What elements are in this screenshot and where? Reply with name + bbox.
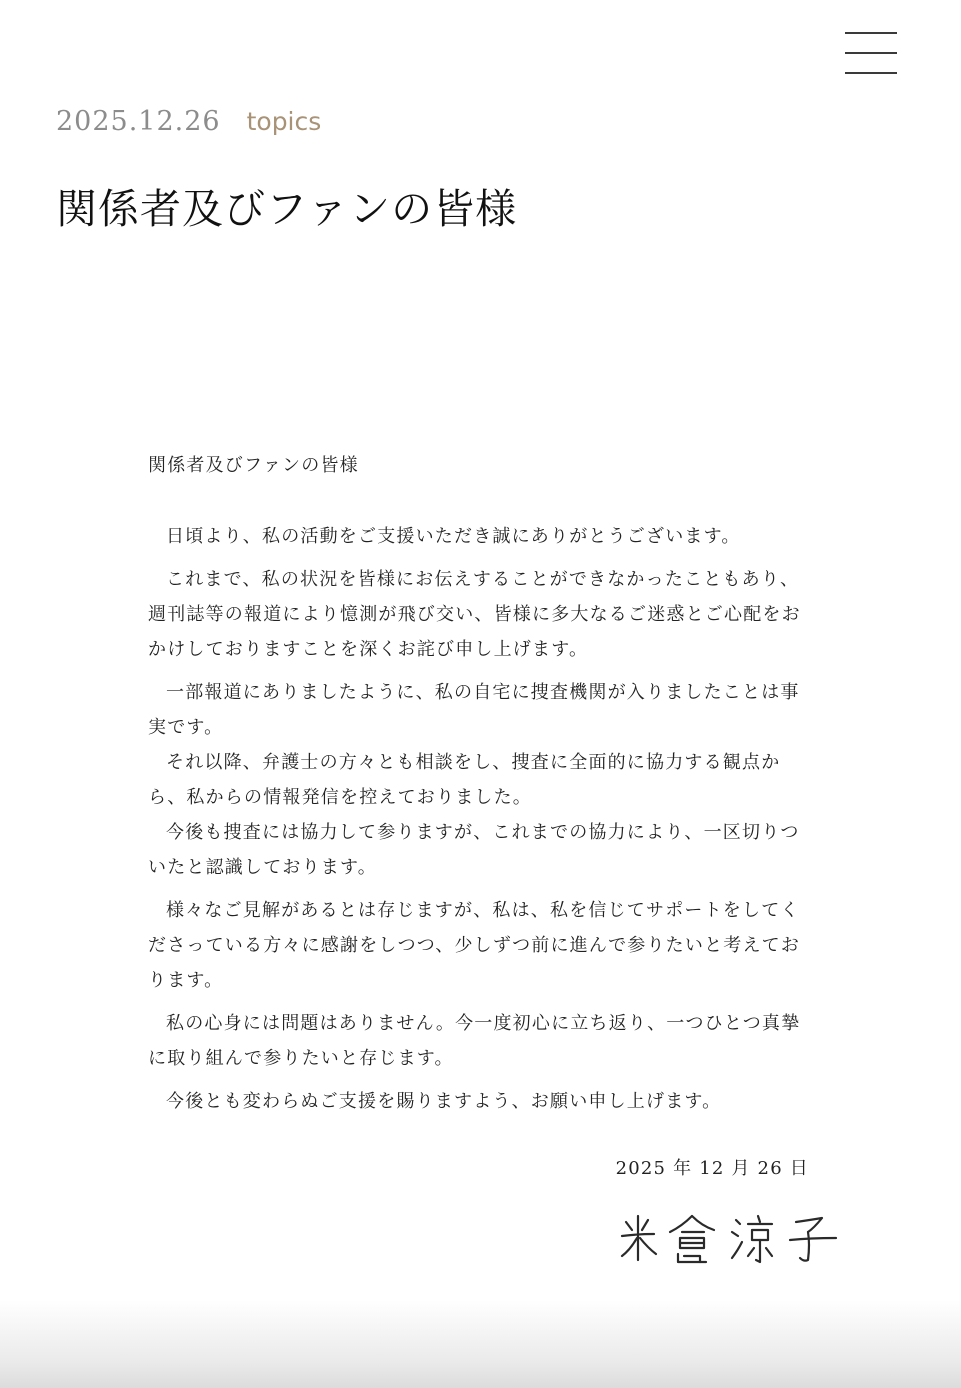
post-category-link[interactable]: topics: [246, 107, 322, 136]
bottom-fade-overlay: [0, 1300, 961, 1388]
statement-letter: [148, 448, 813, 1186]
hamburger-menu-icon-bar: [845, 72, 897, 74]
letter-paragraph: 様々なご見解があるとは存じますが、私は、私を信じてサポートをしてくださっている方々に感謝をしつつ、少しずつ前に進んで参りたいと考えております。: [148, 900, 801, 991]
letter-paragraph: 今後も捜査には協力して参りますが、これまでの協力により、一区切りついたと認識しております。: [148, 822, 800, 878]
post-meta: [56, 106, 321, 146]
hamburger-menu-icon: [845, 32, 897, 34]
hamburger-menu-button[interactable]: [845, 30, 897, 76]
letter-salutation: 関係者及びファンの皆様: [148, 455, 359, 476]
handwritten-signature: [610, 1208, 850, 1270]
letter-paragraph: 日頃より、私の活動をご支援いただき誠にありがとうございます。: [166, 526, 741, 547]
letter-paragraph: 今後とも変わらぬご支援を賜りますよう、お願い申し上げます。: [166, 1091, 722, 1112]
hamburger-menu-icon-bar: [845, 52, 897, 54]
letter-paragraph: 一部報道にありましたように、私の自宅に捜査機関が入りましたことは事実です。: [148, 682, 800, 738]
post-date: 2025.12.26: [56, 106, 221, 137]
letter-date: 2025 年 12 月 26 日: [615, 1158, 809, 1179]
page-title: 関係者及びファンの皆様: [56, 185, 518, 233]
letter-paragraph: 私の心身には問題はありません。今一度初心に立ち返り、一つひとつ真摯に取り組んで参りたいと存じます。: [148, 1013, 801, 1069]
letter-paragraph: それ以降、弁護士の方々とも相談をし、捜査に全面的に協力する観点から、私からの情報発信を控えておりました。: [148, 752, 781, 808]
letter-paragraph: これまで、私の状況を皆様にお伝えすることができなかったこともあり、週刊誌等の報道により憶測が飛び交い、皆様に多大なるご迷惑とご心配をおかけしておりますことを深くお詫び申し上げます。: [148, 569, 801, 660]
